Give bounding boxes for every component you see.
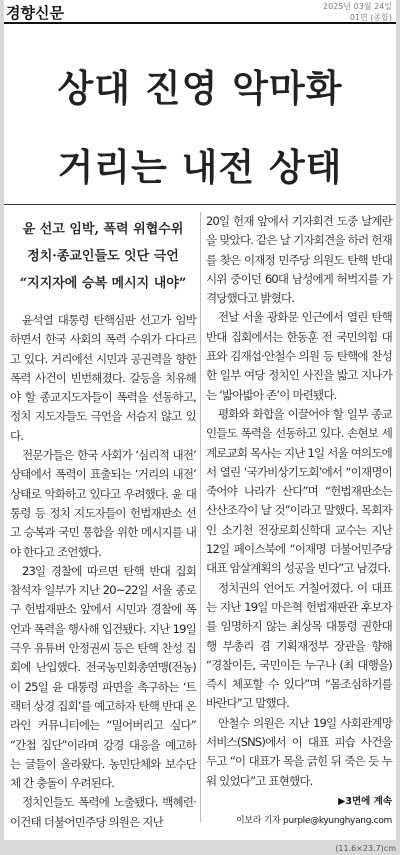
body-paragraph: 20일 헌재 앞에서 기자회견 도중 날계란을 맞았다. 같은 날 기자회견을 하러 헌재를 찾은 이재정 민주당 의원도 탄핵 반대 시위 중이던 60대 남성에게 허벅지를 가격당했다고 밝혔다. — [206, 214, 392, 306]
dateline — [323, 1, 392, 23]
page-number: 01면 (종합) — [349, 13, 392, 22]
column-right — [206, 212, 392, 826]
body-paragraph: 전문가들은 한국 사회가 ‘심리적 내전’ 상태에서 폭력이 표출되는 ‘거리의 내전’ 상태로 악화하고 있다고 우려했다. 윤 대통령 등 정치 지도자들이 헌법재판소 선고 승복과 국민 통합을 위한 메시지를 내야 한다고 조언했다. — [10, 448, 196, 559]
clipping-size: (11.6×23.7)cm — [335, 844, 396, 853]
column-divider — [200, 212, 201, 822]
body-paragraph: 전날 서울 광화문 인근에서 열린 탄핵 반대 집회에서는 한동훈 전 국민의힘 대표와 김재섭·안철수 의원 등 탄핵에 찬성한 일부 여당 정치인 사진을 밟고 지나가는 ‘밟아밟아 존’이 마련됐다. — [206, 310, 392, 402]
body-paragraph: 윤석열 대통령 탄핵심판 선고가 임박하면서 한국 사회의 폭력 수위가 다다르고 있다. 거리에선 시민과 공권력을 향한 폭력 사건이 빈번해졌다. 갈등을 치유해야 할 종교지도자들이 폭력을 선동하고, 정치 지도자들도 극언을 서슴지 않고 있다. — [10, 313, 196, 443]
headline-rule — [4, 204, 396, 205]
subhead-2: 정치·종교인들도 잇단 극언 — [27, 249, 179, 264]
body-paragraph: 23일 경찰에 따르면 탄핵 반대 집회 참석자 일부가 지난 20~22일 서울 종로구 헌법재판소 앞에서 시민과 경찰에 폭언과 폭력을 행사해 입건됐다. 지난 19일 극우 유튜버 안정권씨 등은 탄핵 찬성 집회에 난입했다. 전국농민회총연맹(전농)이 25일 윤 대통령 파면을 촉구하는 ‘트랙터 상경 집회’를 예고하자 탄핵 반대 온라인 커뮤니티에는 “밀어버리고 싶다” “간첩 집단”이라며 강경 대응을 예고하는 글들이 올라왔다. 농민단체와 보수단체 간 충돌이 우려된다. — [10, 563, 196, 791]
headline-line-2: 거리는 내전 상태 — [57, 146, 343, 189]
column-left — [10, 212, 196, 832]
subhead-3: “지지자에 승복 메시지 내야” — [19, 276, 187, 291]
byline: 이보라 기자 purple@kyunghyang.com — [235, 815, 392, 826]
publish-date: 2025년 03월 24일 — [323, 2, 392, 11]
masthead: 경향신문 — [6, 4, 64, 22]
headline-line-1: 상대 진영 악마화 — [57, 67, 343, 110]
newspaper-page — [4, 0, 396, 840]
body-paragraph: 정치인들도 폭력에 노출됐다. 백혜련·이건태 더불어민주당 의원은 지난 — [10, 795, 196, 829]
subheadlines — [10, 216, 196, 297]
masthead-rule — [4, 22, 396, 24]
subhead-1: 윤 선고 임박, 폭력 위협수위 — [22, 222, 184, 237]
body-paragraph: 안철수 의원은 지난 19일 사회관계망서비스(SNS)에서 이 대표 피습 사건을 두고 “이 대표가 목을 긁힌 뒤 죽은 듯 누워 있었다”고 표현했다. — [206, 715, 392, 788]
continued-note: ▶3면에 계속 — [338, 795, 392, 807]
body-paragraph: 평화와 화합을 이끌어야 할 일부 종교인들도 폭력을 선동하고 있다. 손현보 세계로교회 목사는 지난 1일 서울 여의도에서 열린 ‘국가비상기도회’에서 “이재명이 죽어야 나라가 산다”며 “헌법재판소는 산산조각이 날 것”이라고 말했다. 목회자인 소기천 전장로회신학대 교수는 지난 12일 페이스북에 “이재명 더불어민주당 대표 암살계획의 성공을 빈다”고 남겼다. — [206, 406, 392, 576]
body-paragraph: 정치권의 언어도 거칠어졌다. 이 대표는 지난 19일 마은혁 헌법재판관 후보자를 임명하지 않는 최상목 대통령 권한대행 부총리 겸 기획재정부 장관을 향해 “경찰이든, 국민이든 누구나 (최 대행을) 즉시 체포할 수 있다”며 “몸조심하기를 바란다”고 말했다. — [206, 580, 392, 711]
